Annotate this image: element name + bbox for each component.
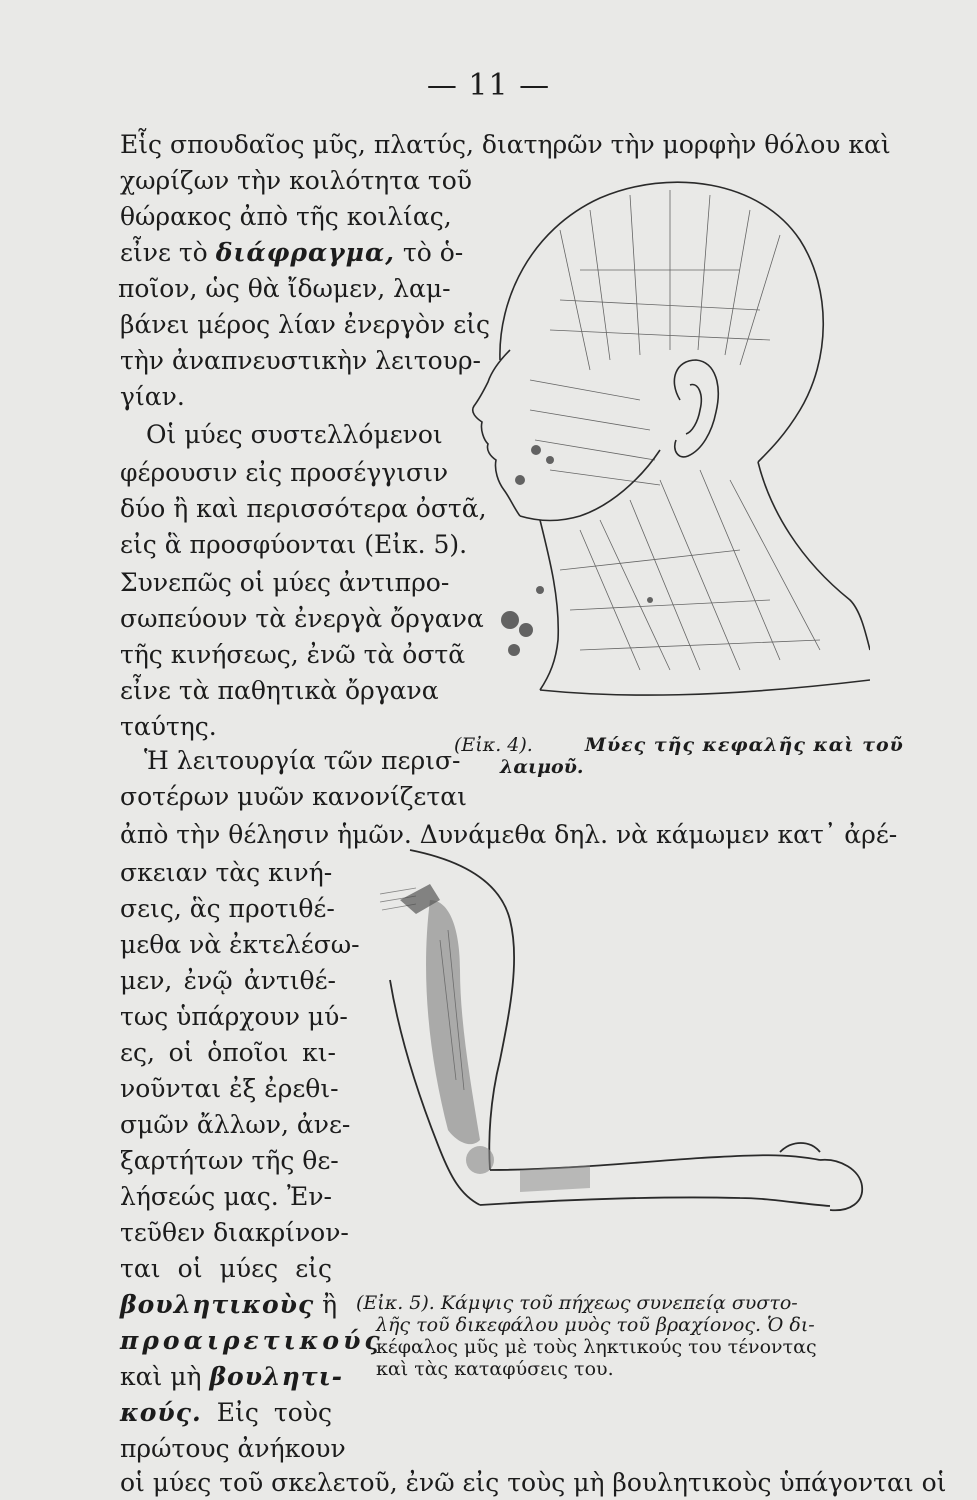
- figure-5-caption-line: Κάμψις τοῦ πήχεως συνεπείᾳ συστο-: [440, 1292, 798, 1314]
- text-line: τὴν ἀναπνευστικὴν λειτουρ-: [120, 346, 481, 375]
- text-line: λήσεώς μας. Ἐν-: [120, 1182, 332, 1211]
- text-line: Συνεπῶς οἱ μύες ἀντιπρο-: [120, 568, 450, 597]
- text-line: ταύτης.: [120, 712, 217, 741]
- text-line: χωρίζων τὴν κοιλότητα τοῦ: [120, 166, 472, 195]
- figure-4-caption-line: Μύες τῆς κεφαλῆς καὶ τοῦ: [584, 734, 904, 756]
- figure-5-caption-line: λῆς τοῦ δικεφάλου μυὸς τοῦ βραχίονος. Ὁ δι-: [376, 1314, 815, 1336]
- text-line: τῆς κινήσεως, ἐνῶ τὰ ὀστᾶ: [120, 640, 466, 669]
- emphasis-word: προαιρετικούς: [120, 1326, 384, 1355]
- text-line: Ἡ λειτουργία τῶν περισ-: [144, 746, 461, 775]
- text-line: θώρακος ἀπὸ τῆς κοιλίας,: [120, 202, 452, 231]
- text-line: νοῦνται ἐξ ἐρεθι-: [120, 1074, 339, 1103]
- text-line: εἰς ἃ προσφύονται (Εἰκ. 5).: [120, 530, 468, 559]
- text-line: ἀπὸ τὴν θέλησιν ἡμῶν. Δυνάμεθα δηλ. νὰ κάμωμεν κατ᾿ ἀρέ-: [120, 820, 898, 849]
- text-line: Οἱ μύες συστελλόμενοι: [146, 420, 443, 449]
- text-line: μεθα νὰ ἐκτελέσω-: [120, 930, 360, 959]
- text-line: σοτέρων μυῶν κανονίζεται: [120, 782, 467, 811]
- text-line: σεις, ἃς προτιθέ-: [120, 894, 335, 923]
- text-line: Εἷς σπουδαῖος μῦς, πλατύς, διατηρῶν τὴν μορφὴν θόλου καὶ: [120, 130, 891, 159]
- figure-5-label: (Εἰκ. 5).: [356, 1292, 435, 1314]
- text-line: φέρουσιν εἰς προσέγγισιν: [120, 458, 449, 487]
- text-line: ξαρτήτων τῆς θε-: [120, 1146, 339, 1175]
- text-line: πρώτους ἀνήκουν: [120, 1434, 346, 1463]
- text-line-part: εἶνε τὸ: [120, 238, 216, 267]
- figure-4-caption: [454, 734, 904, 756]
- text-line: [120, 1324, 384, 1358]
- figure-4-label: (Εἰκ. 4).: [454, 734, 533, 756]
- text-line: μεν, ἐνῷ ἀντιθέ-: [120, 966, 336, 995]
- text-line: βουλητικοὺς ἢ: [120, 1290, 338, 1319]
- text-line: βάνει μέρος λίαν ἐνεργὸν εἰς: [120, 310, 490, 339]
- text-line: καὶ μὴ βουλητι-: [120, 1362, 344, 1391]
- figure-4-caption-line: λαιμοῦ.: [500, 756, 584, 778]
- emphasis-word: κούς.: [120, 1398, 202, 1427]
- text-line: γίαν.: [120, 382, 185, 411]
- emphasis-word: βουλητι-: [209, 1362, 344, 1391]
- figure-5-caption: [356, 1292, 798, 1314]
- emphasis-word: βουλητικοὺς: [120, 1290, 315, 1319]
- figure-head-muscles: [440, 150, 870, 710]
- figure-5-caption-line: κέφαλος μῦς μὲ τοὺς ληκτικούς του τένοντας: [376, 1336, 817, 1358]
- figure-arm-biceps: [360, 840, 870, 1220]
- text-line: ες, οἱ ὁποῖοι κι-: [120, 1038, 336, 1067]
- text-line: σκειαν τὰς κινή-: [120, 858, 333, 887]
- text-line: εἶνε τὰ παθητικὰ ὄργανα: [120, 676, 439, 705]
- text-line: ται οἱ μύες εἰς: [120, 1254, 332, 1283]
- text-line: δύο ἢ καὶ περισσότερα ὀστᾶ,: [120, 494, 487, 523]
- page-number: — 11 —: [426, 68, 551, 103]
- figure-5-caption-line: καὶ τὰς καταφύσεις του.: [376, 1358, 614, 1380]
- text-line: σωπεύουν τὰ ἐνεργὰ ὄργανα: [120, 604, 484, 633]
- text-line: οἱ μύες τοῦ σκελετοῦ, ἐνῶ εἰς τοὺς μὴ βουλητικοὺς ὑπάγονται οἱ: [120, 1468, 947, 1497]
- text-line: σμῶν ἄλλων, ἀνε-: [120, 1110, 351, 1139]
- emphasis-word: διάφραγμα,: [215, 238, 395, 267]
- text-line: κούς. Εἰς τοὺς: [120, 1398, 332, 1427]
- text-line: τως ὑπάρχουν μύ-: [120, 1002, 348, 1031]
- text-line: τεῦθεν διακρίνον-: [120, 1218, 349, 1247]
- text-line: εἶνε τὸ διάφραγμα, τὸ ὁ-: [120, 238, 464, 267]
- text-line: ποῖον, ὡς θὰ ἴδωμεν, λαμ-: [118, 274, 451, 303]
